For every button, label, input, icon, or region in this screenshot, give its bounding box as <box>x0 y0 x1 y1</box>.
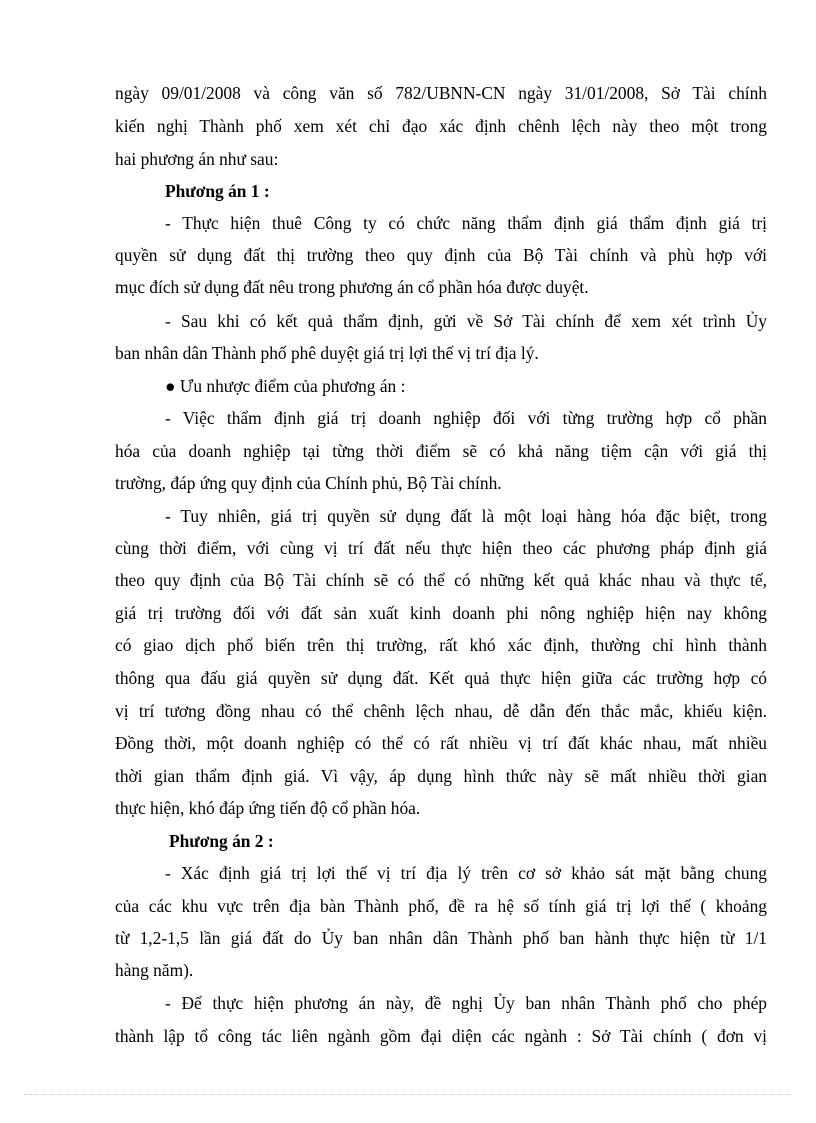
text-line: từ 1,2-1,5 lần giá đất do Ủy ban nhân dân Thành phố ban hành thực hiện từ 1/1 <box>115 928 767 948</box>
text-line: của các khu vực trên địa bàn Thành phố, đề ra hệ số tính giá trị lợi thế ( khoảng <box>115 896 767 916</box>
text-line: kiến nghị Thành phố xem xét chỉ đạo xác định chênh lệch này theo một trong <box>115 116 767 136</box>
text-line: Đồng thời, một doanh nghiệp có thể có rất nhiều vị trí đất khác nhau, mất nhiều <box>115 733 767 753</box>
bullet-line: ● Ưu nhược điểm của phương án : <box>165 376 406 396</box>
text-line: trường, đáp ứng quy định của Chính phủ, Bộ Tài chính. <box>115 473 502 493</box>
text-line: cùng thời điểm, với cùng vị trí đất nếu thực hiện theo các phương pháp định giá <box>115 538 767 558</box>
page-footer-rule <box>24 1094 792 1095</box>
text-line: mục đích sử dụng đất nêu trong phương án cổ phần hóa được duyệt. <box>115 277 589 297</box>
text-line: - Thực hiện thuê Công ty có chức năng thẩm định giá thẩm định giá trị <box>165 213 767 233</box>
text-line: ban nhân dân Thành phố phê duyệt giá trị lợi thế vị trí địa lý. <box>115 343 539 363</box>
text-line: thành lập tổ công tác liên ngành gồm đại diện các ngành : Sở Tài chính ( đơn vị <box>115 1026 767 1046</box>
text-line: thời gian thẩm định giá. Vì vậy, áp dụng hình thức này sẽ mất nhiều thời gian <box>115 766 767 786</box>
text-line: thông qua đấu giá quyền sử dụng đất. Kết quả thực hiện giữa các trường hợp có <box>115 668 767 688</box>
text-line: hàng năm). <box>115 960 194 980</box>
text-line: hai phương án như sau: <box>115 149 279 169</box>
text-line: quyền sử dụng đất thị trường theo quy định của Bộ Tài chính và phù hợp với <box>115 245 767 265</box>
section-heading-option-2: Phương án 2 : <box>169 831 274 851</box>
text-line: theo quy định của Bộ Tài chính sẽ có thể có những kết quả khác nhau và thực tế, <box>115 570 767 590</box>
text-line: thực hiện, khó đáp ứng tiến độ cổ phần hóa. <box>115 798 421 818</box>
text-line: có giao dịch phổ biến trên thị trường, rất khó xác định, thường chỉ hình thành <box>115 635 767 655</box>
text-line: - Để thực hiện phương án này, đề nghị Ủy ban nhân Thành phố cho phép <box>165 993 767 1013</box>
text-line: giá trị trường đối với đất sản xuất kinh doanh phi nông nghiệp hiện nay không <box>115 603 767 623</box>
text-line: - Xác định giá trị lợi thế vị trí địa lý trên cơ sở khảo sát mặt bằng chung <box>165 863 767 883</box>
text-line: - Sau khi có kết quả thẩm định, gửi về Sở Tài chính để xem xét trình Ủy <box>165 311 767 331</box>
text-line: ngày 09/01/2008 và công văn số 782/UBNN-CN ngày 31/01/2008, Sở Tài chính <box>115 83 767 103</box>
text-line: hóa của doanh nghiệp tại từng thời điểm sẽ có khả năng tiệm cận với giá thị <box>115 441 767 461</box>
section-heading-option-1: Phương án 1 : <box>165 181 270 201</box>
text-line: - Việc thẩm định giá trị doanh nghiệp đối với từng trường hợp cổ phần <box>165 408 767 428</box>
text-line: - Tuy nhiên, giá trị quyền sử dụng đất là một loại hàng hóa đặc biệt, trong <box>165 506 767 526</box>
text-line: vị trí tương đồng nhau có thể chênh lệch nhau, dễ dẫn đến thắc mắc, khiếu kiện. <box>115 701 767 721</box>
